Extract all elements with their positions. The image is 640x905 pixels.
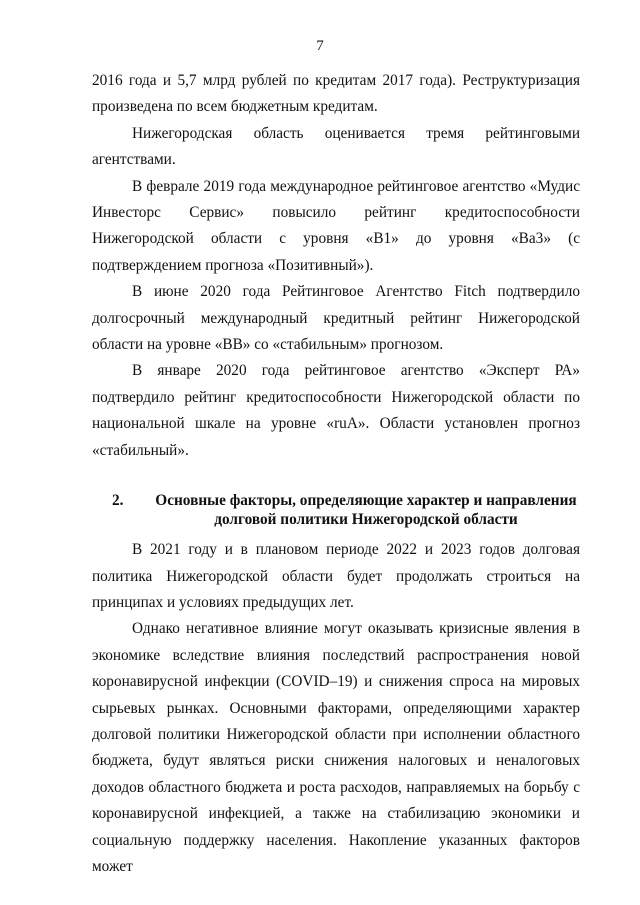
section-number: 2. <box>112 492 124 510</box>
section-title: Основные факторы, определяющие характер и направления долговой политики Нижегородской области <box>155 492 577 529</box>
paragraph: В январе 2020 года рейтинговое агентство «Эксперт РА» подтвердило рейтинг кредитоспособности Нижегородской области по национальной шкале на уровне «ruA». Области установлен прогноз «стабильный». <box>92 362 580 459</box>
paragraph: Нижегородская область оценивается тремя рейтинговыми агентствами. <box>92 124 580 169</box>
paragraph: Однако негативное влияние могут оказывать кризисные явления в экономике вследствие влияния последствий распространения новой коронавирусной инфекции (COVID–19) и снижения спроса на мировых сырьевых рынках. Основными факторами, определяющими характер долговой политики Нижегородской области при исполнении областного бюджета, будут являться риски снижения налоговых и неналоговых доходов областного бюджета и роста расходов, направляемых на борьбу с коронавирусной инфекцией, а также на стабилизацию экономики и социальную поддержку населения. Накопление указанных факторов может <box>92 620 580 875</box>
paragraph: В июне 2020 года Рейтинговое Агентство Fitch подтвердило долгосрочный международный кредитный рейтинг Нижегородской области на уровне «BB» со «стабильным» прогнозом. <box>92 283 580 354</box>
paragraph: В 2021 году и в плановом периоде 2022 и 2023 годов долговая политика Нижегородской области будет продолжать строиться на принципах и условиях предыдущих лет. <box>92 541 580 611</box>
paragraph: В феврале 2019 года международное рейтинговое агентство «Мудис Инвесторс Сервис» повысило рейтинг кредитоспособности Нижегородской области с уровня «B1» до уровня «Ba3» (с подтверждением прогноза «Позитивный»). <box>92 177 580 274</box>
page-number: 7 <box>316 38 324 54</box>
document-body <box>92 68 580 880</box>
section-heading <box>92 491 580 529</box>
paragraph: 2016 года и 5,7 млрд рублей по кредитам 2017 года). Реструктуризация произведена по всем бюджетным кредитам. <box>92 72 580 116</box>
